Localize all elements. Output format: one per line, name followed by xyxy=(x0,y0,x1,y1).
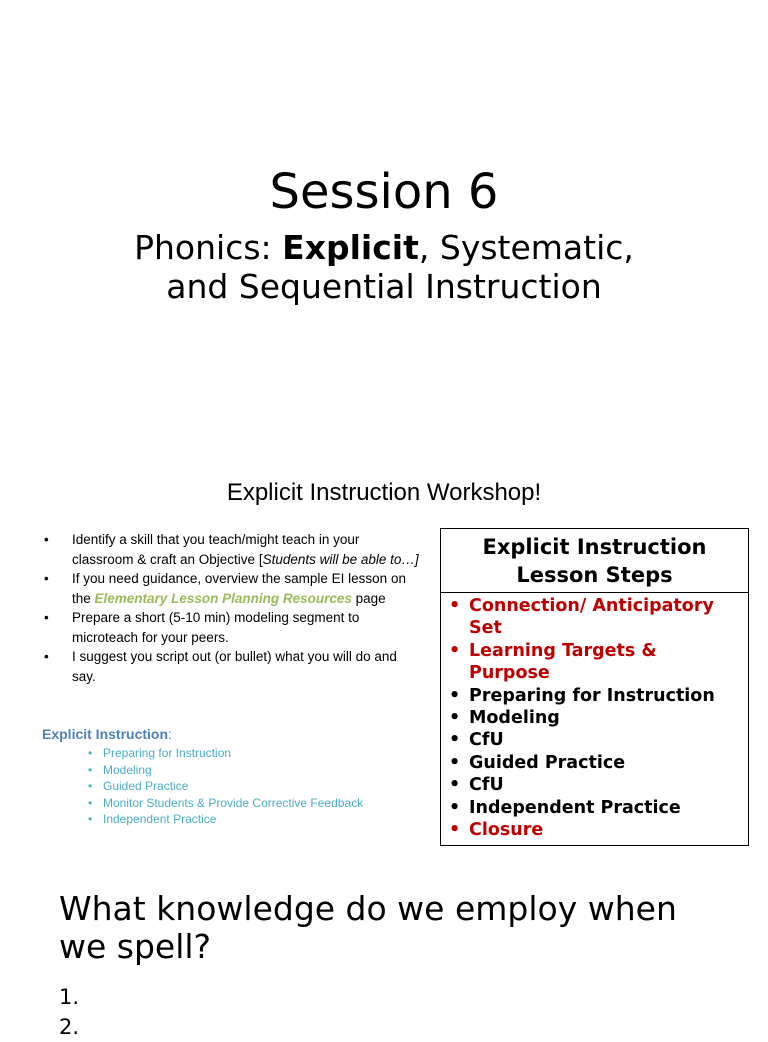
bullet-text: Identify a skill that you teach/might teach in your classroom & craft an Objective [ xyxy=(72,532,360,567)
bullet-icon: • xyxy=(44,532,49,547)
list-item xyxy=(449,774,748,796)
lesson-steps-list xyxy=(441,593,748,841)
slide-spelling-question xyxy=(0,864,768,1039)
bullet-icon: • xyxy=(449,730,461,751)
bullet-text: If you need guidance, overview the sample EI lesson on the xyxy=(72,571,406,606)
bullet-icon: • xyxy=(44,571,49,586)
heading-line2: Lesson Steps xyxy=(516,563,673,587)
list-item xyxy=(449,595,748,640)
list-item: 1. xyxy=(59,985,80,1009)
bullet-icon: • xyxy=(449,820,461,841)
spelling-question-title: What knowledge do we employ when we spell? xyxy=(59,889,677,966)
step-text-cont: Set xyxy=(469,618,502,639)
step-text: Learning Targets & xyxy=(469,640,657,661)
ei-item-text: Monitor Students & Provide Corrective Feedback xyxy=(103,795,364,810)
bullet-icon: • xyxy=(449,596,461,616)
bullet-icon: • xyxy=(88,746,93,760)
bullet-icon: • xyxy=(44,610,49,625)
explicit-instruction-heading xyxy=(42,726,172,742)
list-item xyxy=(44,647,424,686)
list-item xyxy=(449,729,748,751)
step-text: Closure xyxy=(469,820,544,841)
step-text: Independent Practice xyxy=(469,797,681,818)
list-item xyxy=(88,745,363,762)
ei-heading-colon: : xyxy=(168,726,172,742)
workshop-bullet-list xyxy=(44,530,424,686)
step-text-cont: Purpose xyxy=(469,663,550,684)
heading-line1: Explicit Instruction xyxy=(482,535,707,559)
list-item xyxy=(449,640,748,685)
step-text: Preparing for Instruction xyxy=(469,685,715,706)
session-subtitle xyxy=(0,228,768,306)
step-text: CfU xyxy=(469,775,504,796)
list-item xyxy=(449,707,748,729)
ei-item-text: Guided Practice xyxy=(103,779,189,794)
list-item xyxy=(44,530,424,569)
list-item: 2. xyxy=(59,1015,80,1039)
lesson-steps-table xyxy=(440,528,749,846)
subtitle-bold-word: Explicit xyxy=(282,228,419,267)
ei-item-text: Independent Practice xyxy=(103,812,217,827)
subtitle-line2: and Sequential Instruction xyxy=(166,267,602,306)
list-item xyxy=(44,608,424,647)
lesson-steps-heading xyxy=(441,529,748,593)
slide-workshop xyxy=(0,432,768,864)
bullet-icon: • xyxy=(449,640,461,661)
step-text: Modeling xyxy=(469,708,560,729)
session-title: Session 6 xyxy=(269,164,499,220)
list-item xyxy=(449,819,748,841)
step-text: Connection/ Anticipatory xyxy=(469,596,714,616)
bullet-text-italic: Students will be able to…] xyxy=(262,551,419,567)
bullet-icon: • xyxy=(449,797,461,818)
bullet-icon: • xyxy=(88,762,93,777)
ei-heading-text: Explicit Instruction xyxy=(42,726,169,742)
list-item xyxy=(88,778,363,795)
numbered-answer-list xyxy=(59,982,79,1042)
list-item xyxy=(449,752,748,774)
step-text: Guided Practice xyxy=(469,752,626,773)
bullet-icon: • xyxy=(88,812,93,827)
bullet-icon: • xyxy=(449,775,461,796)
list-item xyxy=(88,795,363,812)
bullet-text: Prepare a short (5-10 min) modeling segment to microteach for your peers. xyxy=(72,610,360,645)
bullet-icon: • xyxy=(449,685,461,706)
bullet-icon: • xyxy=(449,752,461,773)
list-item xyxy=(44,569,424,608)
workshop-title: Explicit Instruction Workshop! xyxy=(226,479,542,506)
bullet-icon: • xyxy=(449,708,461,729)
subtitle-line1-rest: , Systematic, xyxy=(418,228,634,267)
slide-session-title xyxy=(0,0,768,432)
step-text: CfU xyxy=(469,730,504,751)
list-item xyxy=(88,762,363,779)
bullet-text: I suggest you script out (or bullet) what you will do and say. xyxy=(72,649,397,684)
bullet-icon: • xyxy=(88,779,93,794)
ei-item-text: Modeling xyxy=(103,762,152,777)
list-item xyxy=(449,685,748,707)
bullet-icon: • xyxy=(44,649,49,664)
bullet-text-end: page xyxy=(351,590,386,606)
bullet-icon: • xyxy=(88,795,93,810)
explicit-instruction-list xyxy=(88,745,363,828)
ei-item-text: Preparing for Instruction xyxy=(103,746,232,760)
list-item xyxy=(88,811,363,828)
list-item xyxy=(449,797,748,819)
lesson-resources-link[interactable]: Elementary Lesson Planning Resources xyxy=(94,590,352,606)
subtitle-prefix: Phonics: xyxy=(134,228,283,267)
